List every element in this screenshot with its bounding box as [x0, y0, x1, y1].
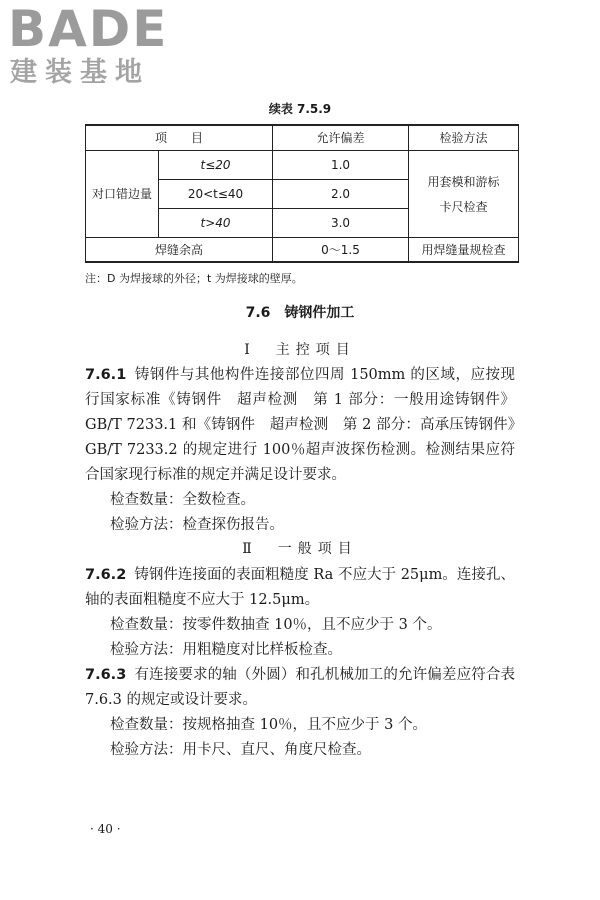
clause-number: 7.6.1 [85, 367, 127, 383]
section-title: 7.6 铸钢件加工 [245, 305, 355, 321]
table-header-row [86, 125, 519, 150]
group-label: 对口错边量 [86, 150, 159, 237]
main-items-heading: Ⅰ 主控项目 [244, 342, 356, 358]
last-row-item: 焊缝余高 [86, 237, 273, 262]
clause-7-6-1 [85, 363, 515, 488]
header-method: 检验方法 [409, 125, 519, 150]
logo-subtitle: 建装基地 [10, 57, 150, 88]
last-row-tolerance: 0～1.5 [273, 237, 409, 262]
table-caption: 续表 7.5.9 [268, 102, 332, 116]
header-tolerance: 允许偏差 [273, 125, 409, 150]
clause-text: 有连接要求的轴（外圆）和孔机械加工的允许偏差应符合表 7.6.3 的规定或设计要求。 [85, 667, 515, 708]
header-item: 项 目 [86, 125, 273, 150]
clause-7-6-3 [85, 663, 515, 713]
tolerance-cell: 1.0 [273, 150, 409, 179]
clause-text: 铸钢件连接面的表面粗糙度 Ra 不应大于 25μm。连接孔、轴的表面粗糙度不应大于 12.5μm。 [85, 567, 515, 608]
tolerance-cell: 2.0 [273, 179, 409, 208]
clause-number: 7.6.2 [85, 567, 127, 583]
page-number: · 40 · [90, 822, 121, 836]
check-method: 检验方法：用粗糙度对比样板检查。 [110, 642, 342, 658]
check-quantity: 检查数量：全数检查。 [110, 492, 255, 508]
group-method [409, 150, 519, 237]
check-method: 检验方法：用卡尺、直尺、角度尺检查。 [110, 742, 371, 758]
group-method-line2: 卡尺检查 [439, 199, 488, 214]
table-row [86, 150, 519, 179]
condition-cell: t>40 [159, 208, 273, 237]
clause-number: 7.6.3 [85, 667, 127, 683]
brand-logo [8, 2, 168, 90]
tolerance-table [85, 124, 519, 263]
check-quantity: 检查数量：按零件数抽查 10％，且不应少于 3 个。 [110, 617, 442, 633]
table-row [86, 237, 519, 262]
tolerance-cell: 3.0 [273, 208, 409, 237]
condition-cell: 20<t≤40 [159, 179, 273, 208]
group-method-line1: 用套模和游标 [427, 174, 500, 189]
clause-7-6-2 [85, 563, 515, 613]
logo-brand-text: BADE [8, 0, 169, 58]
condition-cell: t≤20 [159, 150, 273, 179]
clause-text: 铸钢件与其他构件连接部位四周 150mm 的区域，应按现行国家标准《铸钢件 超声检测 第 1 部分：一般用途铸钢件》GB/T 7233.1 和《铸钢件 超声检测 第 2 部分：高承压铸钢件》GB/T 7233.2 的规定进行 100％超声波探伤检测。检测结果应符合国家现行标准的规定并满足设计要求。 [85, 367, 515, 483]
last-row-method: 用焊缝量规检查 [409, 237, 519, 262]
general-items-heading: Ⅱ 一般项目 [242, 541, 358, 557]
table-note: 注：D 为焊接球的外径；t 为焊接球的壁厚。 [85, 272, 303, 285]
check-method: 检验方法：检查探伤报告。 [110, 517, 284, 533]
check-quantity: 检查数量：按规格抽查 10％，且不应少于 3 个。 [110, 717, 428, 733]
